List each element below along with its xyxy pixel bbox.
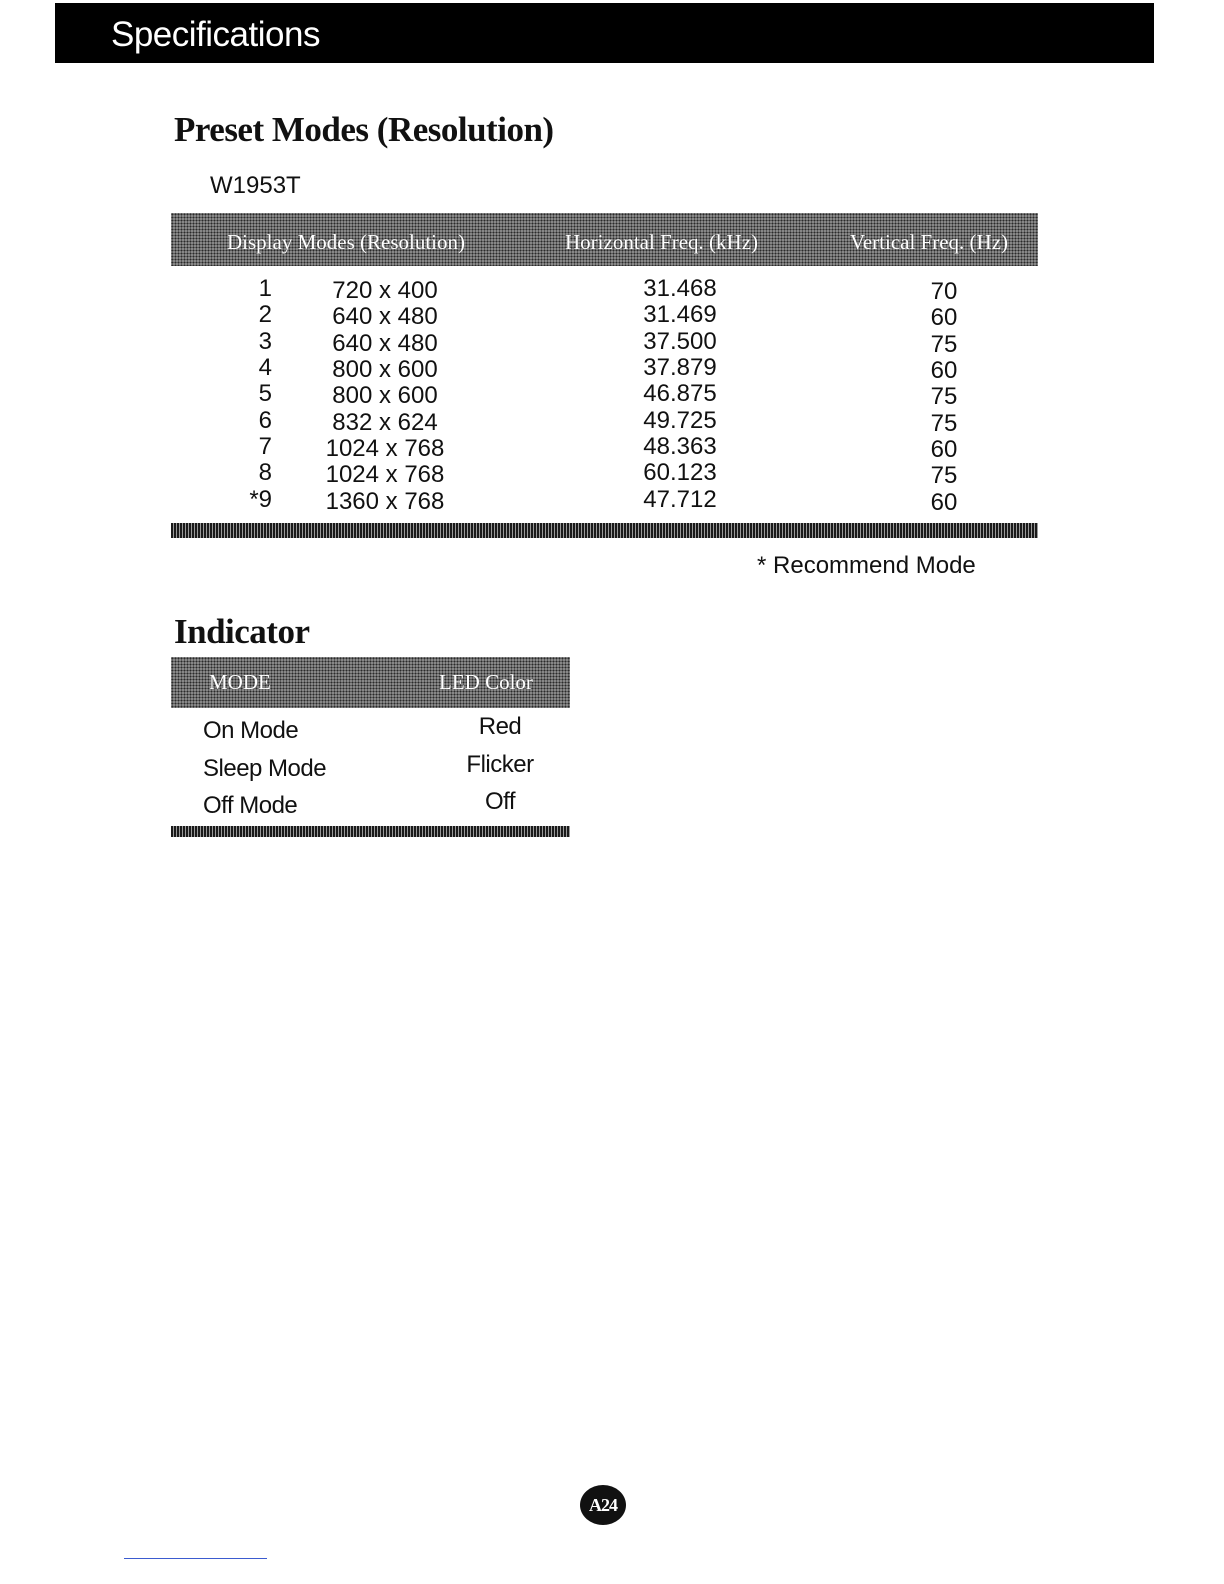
mode-horizontal-freq: 37.500	[643, 328, 717, 355]
mode-number: 3	[258, 328, 272, 355]
mode-resolution: 640 x 480	[332, 330, 438, 357]
mode-resolution: 800 x 600	[332, 382, 438, 409]
mode-number: 2	[258, 301, 272, 328]
mode-vertical-freq: 70	[930, 278, 958, 305]
indicator-led-color: Off	[484, 788, 516, 815]
column-header-display-modes: Display Modes (Resolution)	[227, 230, 465, 254]
mode-vertical-freq: 75	[930, 462, 958, 489]
mode-horizontal-freq: 47.712	[643, 486, 717, 513]
mode-number: 6	[258, 407, 272, 434]
mode-number: *9	[249, 486, 272, 513]
mode-vertical-freq: 60	[930, 436, 958, 463]
mode-horizontal-freq: 37.879	[643, 354, 717, 381]
header-bar	[55, 3, 1154, 63]
mode-vertical-freq: 60	[930, 357, 958, 384]
indicator-title: Indicator	[174, 612, 310, 651]
mode-horizontal-freq: 49.725	[643, 407, 717, 434]
mode-number: 1	[258, 275, 272, 302]
mode-resolution: 1024 x 768	[325, 435, 445, 462]
page-number-badge: A24	[580, 1485, 626, 1525]
mode-number: 4	[258, 354, 272, 381]
mode-horizontal-freq: 31.469	[643, 301, 717, 328]
indicator-mode: Off Mode	[203, 792, 298, 819]
preset-modes-title: Preset Modes (Resolution)	[174, 110, 554, 149]
column-header-led-color: LED Color	[439, 670, 533, 694]
mode-vertical-freq: 75	[930, 410, 958, 437]
mode-resolution: 640 x 480	[332, 303, 438, 330]
mode-resolution: 832 x 624	[332, 409, 438, 436]
model-label: W1953T	[210, 172, 301, 199]
mode-vertical-freq: 60	[930, 489, 958, 516]
mode-horizontal-freq: 46.875	[643, 380, 717, 407]
mode-vertical-freq: 75	[930, 383, 958, 410]
indicator-table-header	[171, 657, 570, 708]
indicator-mode: Sleep Mode	[203, 755, 327, 782]
preset-table-bottom-rule	[171, 523, 1038, 538]
mode-horizontal-freq: 60.123	[643, 459, 717, 486]
column-header-vertical-freq: Vertical Freq. (Hz)	[850, 230, 1009, 254]
mode-number: 8	[258, 459, 272, 486]
mode-horizontal-freq: 48.363	[643, 433, 717, 460]
mode-resolution: 720 x 400	[332, 277, 438, 304]
recommend-mode-footnote: * Recommend Mode	[757, 552, 976, 579]
mode-resolution: 1024 x 768	[325, 461, 445, 488]
mode-horizontal-freq: 31.468	[643, 275, 717, 302]
indicator-table-bottom-rule	[171, 826, 570, 837]
page-header-title: Specifications	[111, 15, 320, 54]
indicator-led-color: Red	[478, 713, 522, 740]
column-header-mode: MODE	[209, 670, 271, 694]
mode-number: 7	[258, 433, 272, 460]
indicator-led-color: Flicker	[466, 751, 534, 778]
mode-resolution: 1360 x 768	[325, 488, 445, 515]
footer-rule	[124, 1558, 267, 1559]
preset-table-header	[171, 213, 1038, 266]
mode-vertical-freq: 60	[930, 304, 958, 331]
mode-resolution: 800 x 600	[332, 356, 438, 383]
mode-vertical-freq: 75	[930, 331, 958, 358]
mode-number: 5	[258, 380, 272, 407]
indicator-mode: On Mode	[203, 717, 299, 744]
column-header-horizontal-freq: Horizontal Freq. (kHz)	[565, 230, 759, 254]
